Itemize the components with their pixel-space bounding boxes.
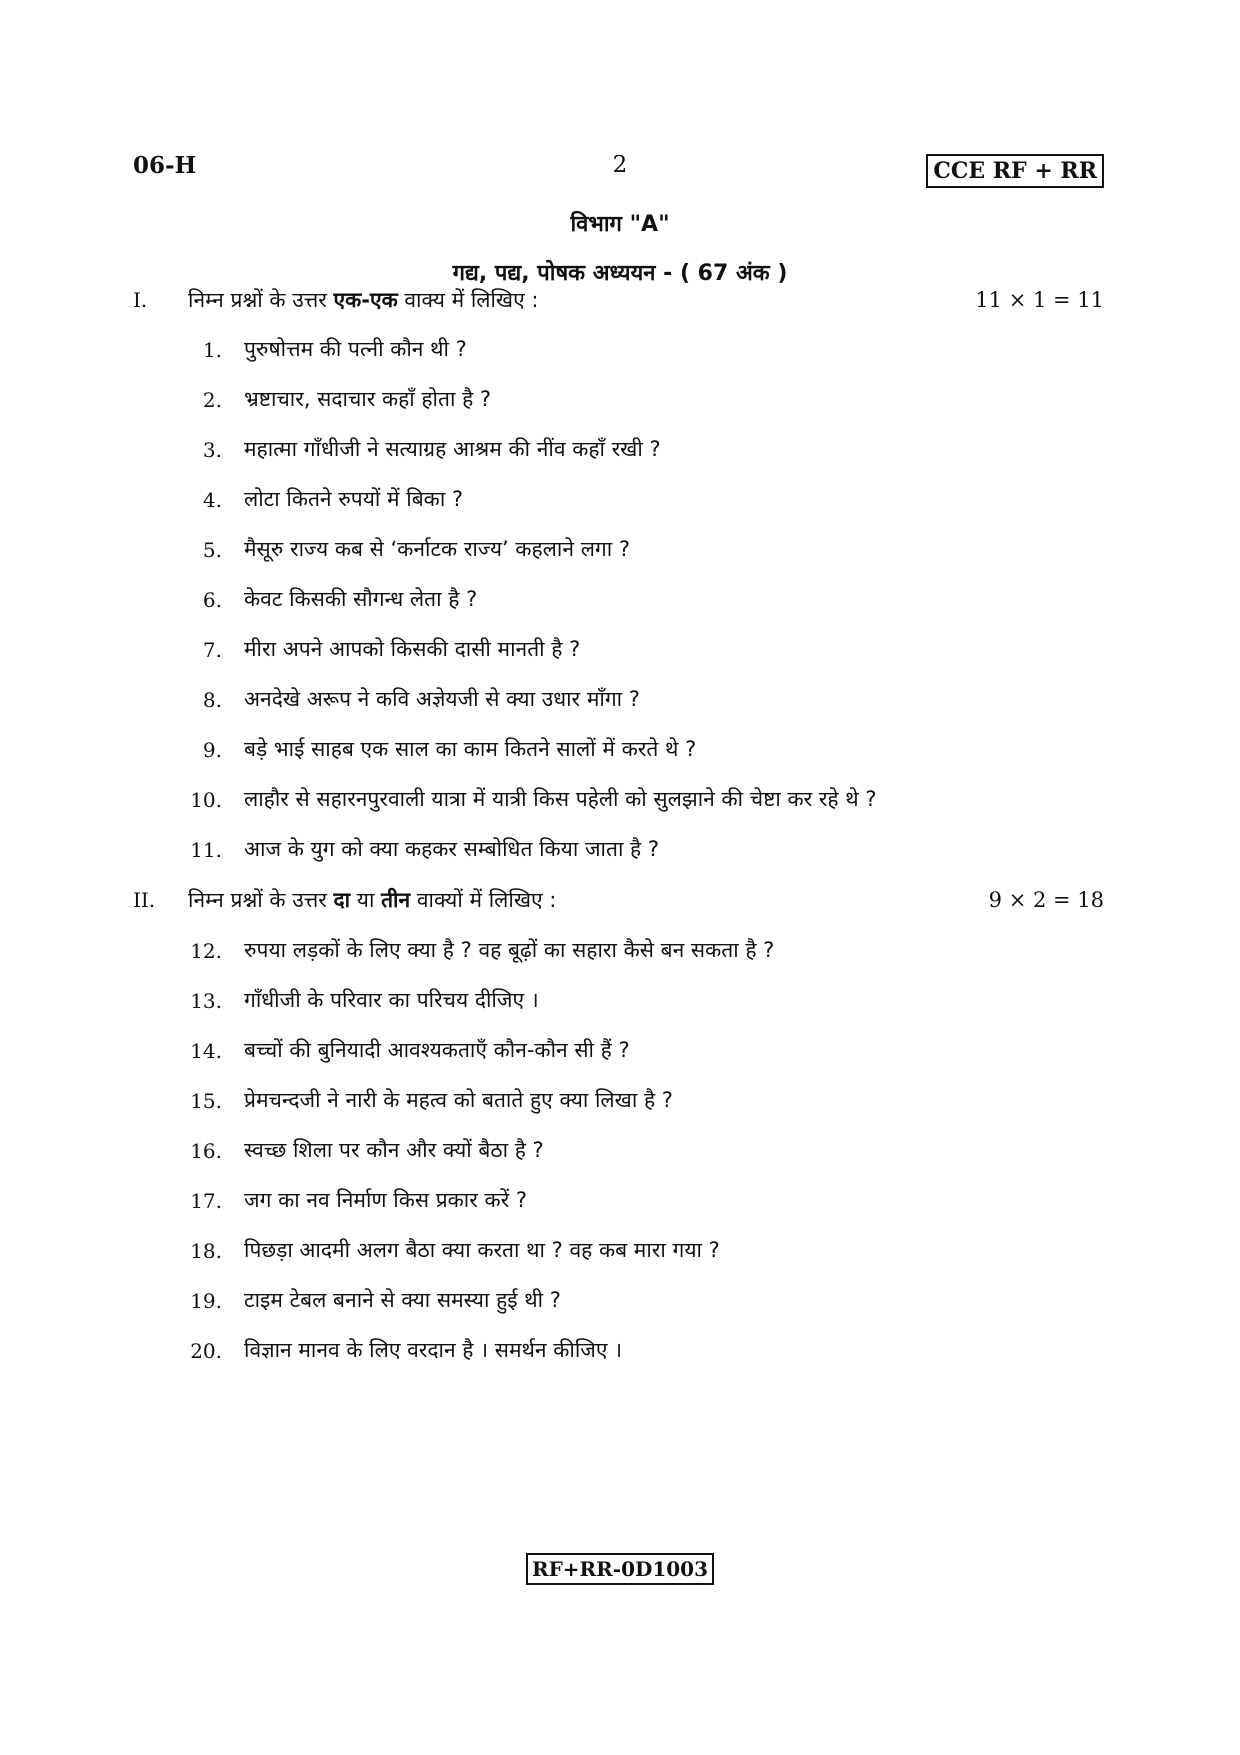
question-number: 1. <box>202 338 222 362</box>
question-item <box>0 1180 1240 1220</box>
question-item <box>0 1230 1240 1270</box>
question-text: बड़े भाई साहब एक साल का काम कितने सालों में करते थे ? <box>244 737 697 761</box>
question-number: 4. <box>202 488 222 512</box>
part-marks: 9 × 2 = 18 <box>988 888 1104 912</box>
question-text: आज के युग को क्या कहकर सम्बोधित किया जाता है ? <box>244 837 660 861</box>
part-heading-1 <box>0 280 1240 320</box>
question-text: स्वच्छ शिला पर कौन और क्यों बैठा है ? <box>244 1138 544 1162</box>
question-number: 19. <box>190 1289 222 1313</box>
question-number: 17. <box>190 1189 222 1213</box>
question-item <box>0 379 1240 419</box>
question-text: विज्ञान मानव के लिए वरदान है । समर्थन कीजिए । <box>244 1338 623 1362</box>
question-text: भ्रष्टाचार, सदाचार कहाँ होता है ? <box>244 387 492 411</box>
question-number: 14. <box>190 1039 222 1063</box>
question-number: 5. <box>202 538 222 562</box>
question-text: जग का नव निर्माण किस प्रकार करें ? <box>244 1188 528 1212</box>
question-number: 8. <box>202 688 222 712</box>
section-subtitle: गद्य, पद्य, पोषक अध्ययन - ( 67 अंक ) <box>452 261 788 286</box>
question-number: 12. <box>190 939 222 963</box>
question-text: प्रेमचन्दजी ने नारी के महत्व को बताते हुए क्या लिखा है ? <box>244 1088 673 1112</box>
question-item <box>0 1330 1240 1370</box>
question-number: 11. <box>190 838 222 862</box>
question-item <box>0 779 1240 819</box>
question-item <box>0 1280 1240 1320</box>
question-text: महात्मा गाँधीजी ने सत्याग्रह आश्रम की नींव कहाँ रखी ? <box>244 437 661 461</box>
question-item <box>0 679 1240 719</box>
question-item <box>0 579 1240 619</box>
question-number: 10. <box>190 788 222 812</box>
question-text: पिछड़ा आदमी अलग बैठा क्या करता था ? वह कब मारा गया ? <box>244 1238 720 1262</box>
question-text: बच्चों की बुनियादी आवश्यकताएँ कौन-कौन सी हैं ? <box>244 1038 630 1062</box>
question-item <box>0 629 1240 669</box>
question-number: 18. <box>190 1239 222 1263</box>
question-text: लोटा कितने रुपयों में बिका ? <box>244 487 464 511</box>
part-number: I. <box>133 288 148 312</box>
question-item <box>0 529 1240 569</box>
question-number: 16. <box>190 1139 222 1163</box>
question-text: केवट किसकी सौगन्ध लेता है ? <box>244 587 478 611</box>
question-number: 9. <box>202 738 222 762</box>
question-number: 2. <box>202 388 222 412</box>
question-number: 13. <box>190 989 222 1013</box>
question-number: 7. <box>202 638 222 662</box>
question-text: पुरुषोत्तम की पत्नी कौन थी ? <box>244 337 467 361</box>
question-item <box>0 1130 1240 1170</box>
footer-code <box>0 1553 1240 1585</box>
part-number: II. <box>133 888 156 912</box>
part-heading-2 <box>0 880 1240 920</box>
question-text: गाँधीजी के परिवार का परिचय दीजिए । <box>244 988 539 1012</box>
paper-code: 06-H <box>133 152 197 179</box>
question-text: मीरा अपने आपको किसकी दासी मानती है ? <box>244 637 581 661</box>
question-text: लाहौर से सहारनपुरवाली यात्रा में यात्री किस पहेली को सुलझाने की चेष्टा कर रहे थे ? <box>244 787 877 811</box>
question-item <box>0 1030 1240 1070</box>
part-instruction: निम्न प्रश्नों के उत्तर एक-एक वाक्य में लिखिए : <box>188 288 539 312</box>
question-text: मैसूरु राज्य कब से ‘कर्नाटक राज्य’ कहलाने लगा ? <box>244 537 631 561</box>
question-number: 6. <box>202 588 222 612</box>
question-number: 3. <box>202 438 222 462</box>
part-instruction: निम्न प्रश्नों के उत्तर दा या तीन वाक्यों में लिखिए : <box>188 888 557 912</box>
section-title: विभाग "A" <box>570 212 670 237</box>
question-text: टाइम टेबल बनाने से क्या समस्या हुई थी ? <box>244 1288 561 1312</box>
question-item <box>0 980 1240 1020</box>
question-item <box>0 829 1240 869</box>
question-item <box>0 729 1240 769</box>
page-number: 2 <box>612 152 628 178</box>
question-item <box>0 930 1240 970</box>
question-text: अनदेखे अरूप ने कवि अज्ञेयजी से क्या उधार माँगा ? <box>244 687 640 711</box>
exam-code-box: CCE RF + RR <box>926 154 1104 188</box>
question-number: 15. <box>190 1089 222 1113</box>
question-number: 20. <box>190 1339 222 1363</box>
question-item <box>0 429 1240 469</box>
part-marks: 11 × 1 = 11 <box>975 288 1104 312</box>
question-item <box>0 479 1240 519</box>
question-item <box>0 1080 1240 1120</box>
question-text: रुपया लड़कों के लिए क्या है ? वह बूढ़ों का सहारा कैसे बन सकता है ? <box>244 938 775 962</box>
footer-code-box: RF+RR-0D1003 <box>526 1553 714 1585</box>
question-item <box>0 329 1240 369</box>
